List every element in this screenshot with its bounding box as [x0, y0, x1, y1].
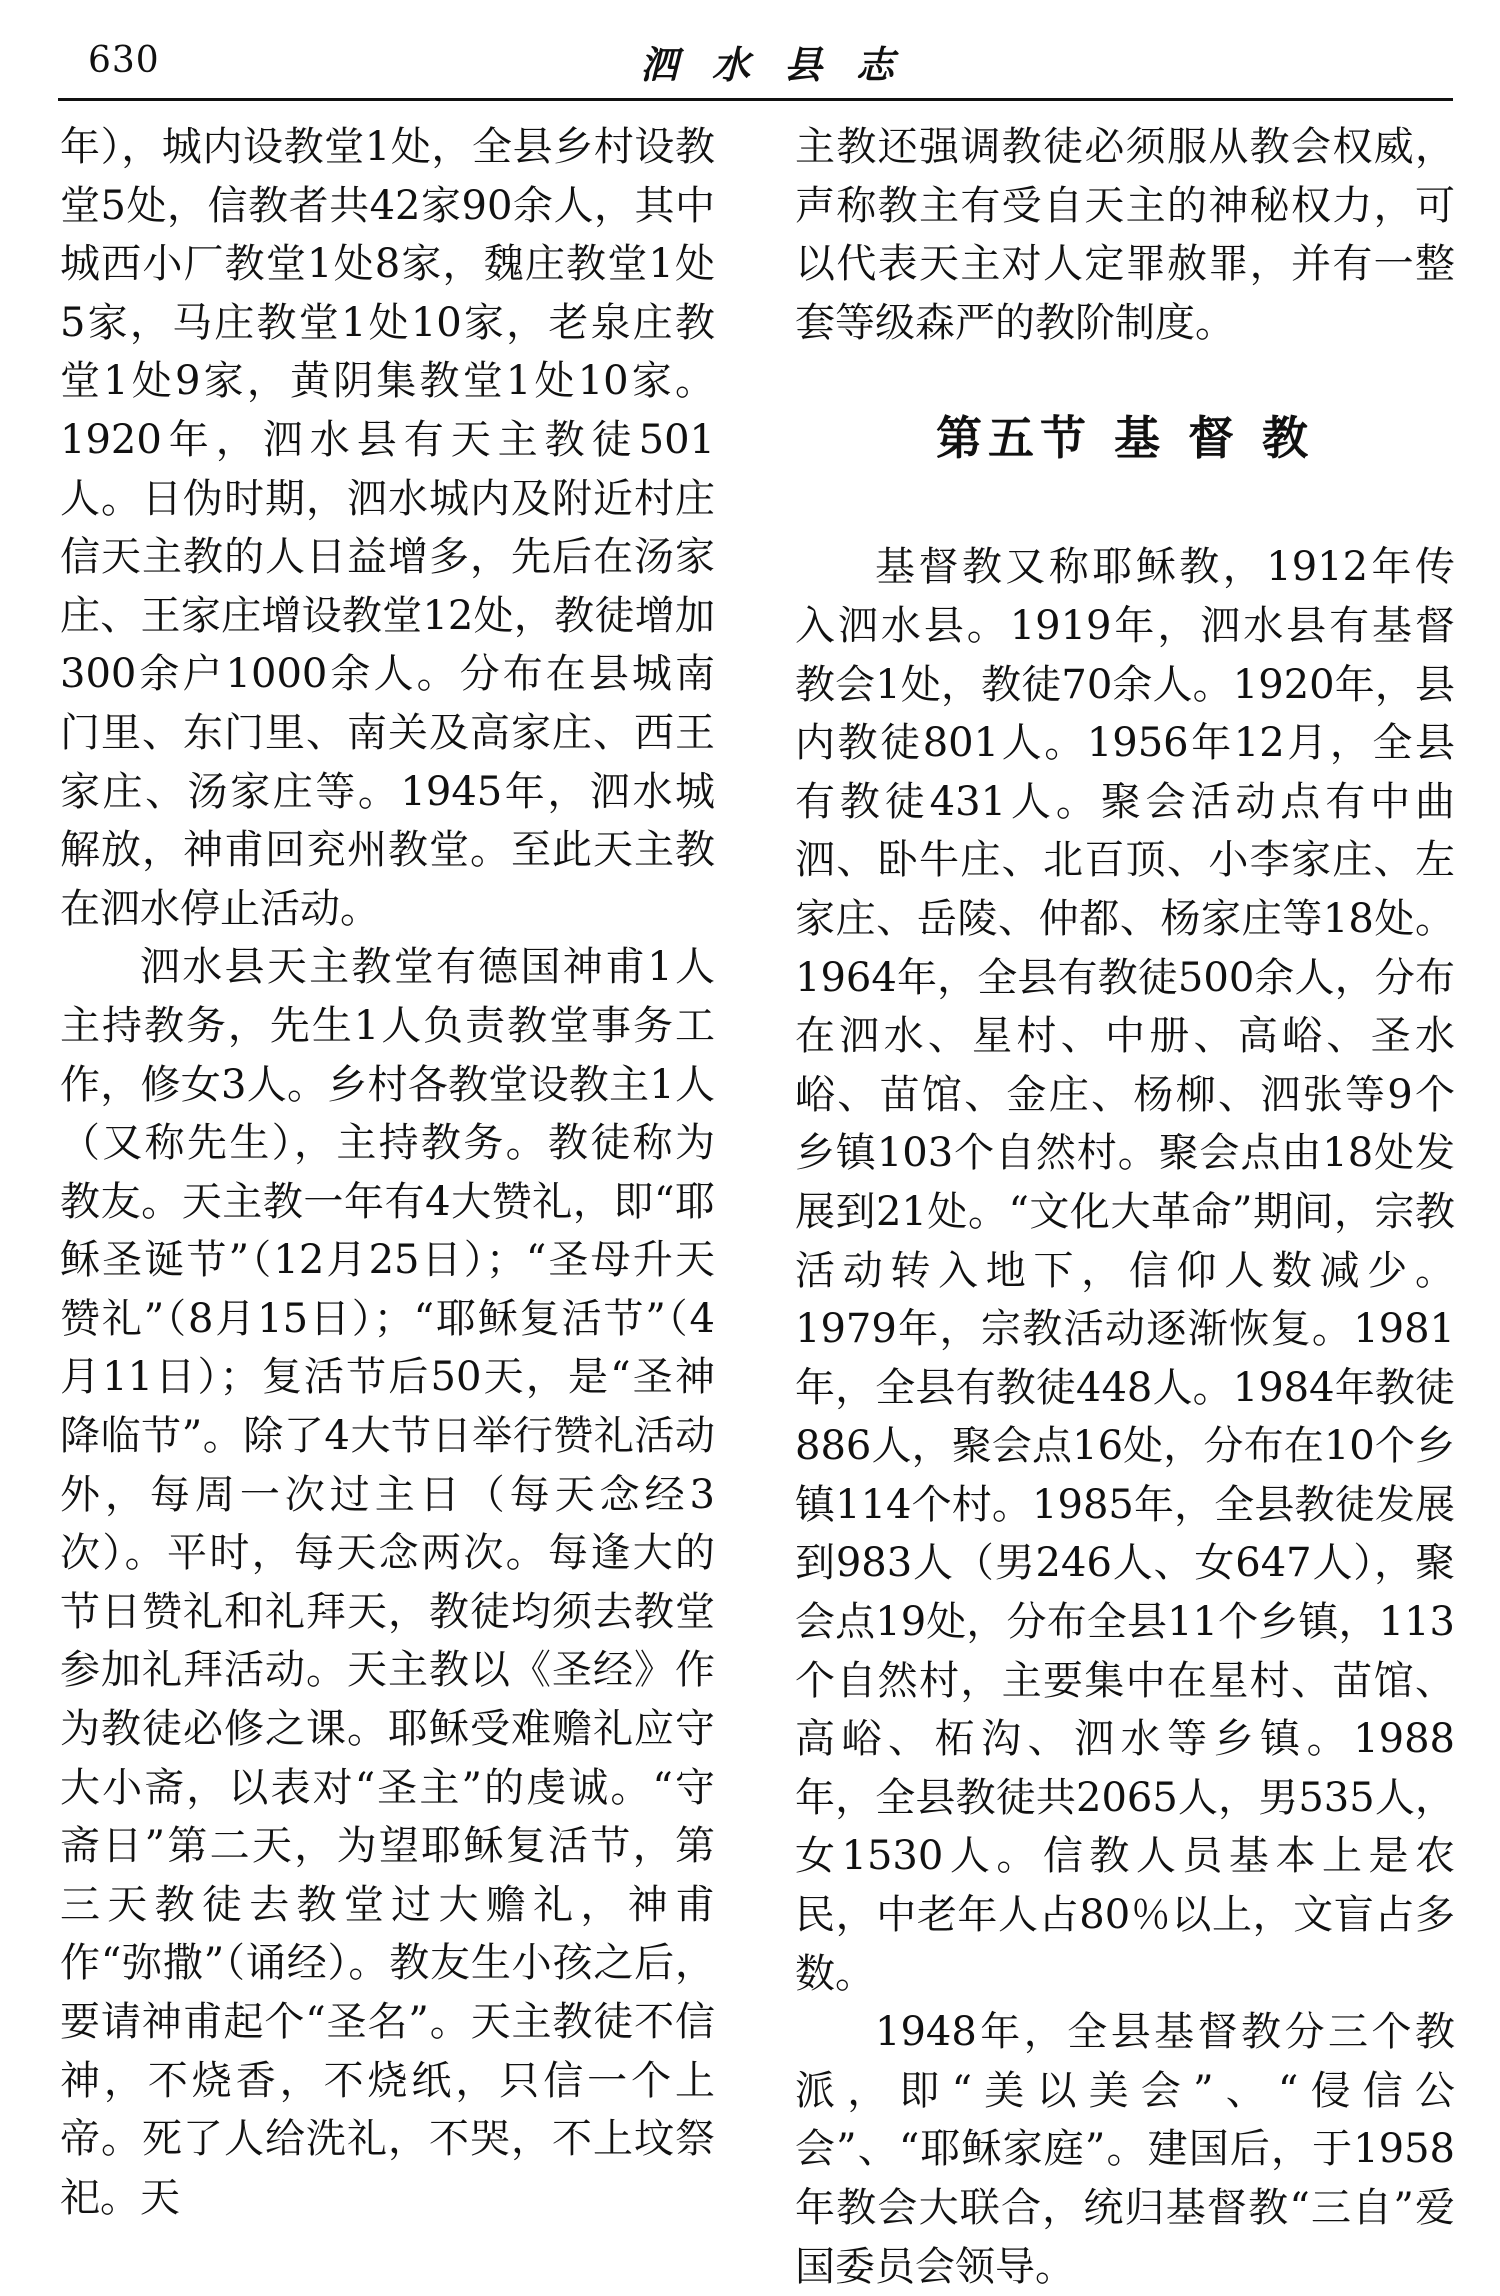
- paragraph-catholic-practices: 泗水县天主教堂有德国神甫1人主持教务，先生1人负责教堂事务工作，修女3人。乡村各教堂设教主1人（又称先生），主持教务。教徒称为教友。天主教一年有4大赞礼，即“耶稣圣诞节”（12月25日）；“圣母升天赞礼”（8月15日）；“耶稣复活节”（4月11日）；复活节后50天，是“圣神降临节”。除了4大节日举行赞礼活动外，每周一次过主日（每天念经3次）。平时，每天念两次。每逢大的节日赞礼和礼拜天，教徒均须去教堂参加礼拜活动。天主教以《圣经》作为教徒必修之课。耶稣受难赡礼应守大小斋，以表对“圣主”的虔诚。“守斋日”第二天，为望耶稣复活节，第三天教徒去教堂过大赡礼，神甫作“弥撒”（诵经）。教友生小孩之后，要请神甫起个“圣名”。天主教徒不信神，不烧香，不烧纸，只信一个上帝。死了人给洗礼，不哭，不上坟祭祀。天: [60, 944, 715, 2221]
- paragraph-catholic-hierarchy: 主教还强调教徒必须服从教会权威，声称教主有受自天主的神秘权力，可以代表天主对人定罪赦罪，并有一整套等级森严的教阶制度。: [795, 124, 1455, 346]
- right-column: [795, 118, 1455, 2296]
- header-divider: [58, 98, 1453, 101]
- paragraph-christianity-history: 基督教又称耶稣教，1912年传入泗水县。1919年，泗水县有基督教会1处，教徒70余人。1920年，县内教徒801人。1956年12月，全县有教徒431人。聚会活动点有中曲泗、卧牛庄、北百顶、小李家庄、左家庄、岳陵、仲都、杨家庄等18处。1964年，全县有教徒500余人，分布在泗水、星村、中册、高峪、圣水峪、苗馆、金庄、杨柳、泗张等9个乡镇103个自然村。聚会点由18处发展到21处。“文化大革命”期间，宗教活动转入地下，信仰人数减少。1979年，宗教活动逐渐恢复。1981年，全县有教徒448人。1984年教徒886人，聚会点16处，分布在10个乡镇114个村。1985年，全县教徒发展到983人（男246人、女647人），聚会点19处，分布全县11个乡镇，113个自然村，主要集中在星村、苗馆、高峪、柘沟、泗水等乡镇。1988年，全县教徒共2065人，男535人，女1530人。信教人员基本上是农民，中老年人占80％以上，文盲占多数。: [795, 544, 1455, 1997]
- paragraph-christianity-denominations: 1948年，全县基督教分三个教派，即“美以美会”、“侵信公会”、“耶稣家庭”。建国后，于1958年教会大联合，统归基督教“三自”爱国委员会领导。: [795, 2009, 1455, 2290]
- running-title: 泗水县志: [640, 42, 929, 87]
- paragraph-catholic-churches: 年），城内设教堂1处，全县乡村设教堂5处，信教者共42家90余人，其中城西小厂教堂1处8家，魏庄教堂1处5家，马庄教堂1处10家，老泉庄教堂1处9家，黄阴集教堂1处10家。1920年，泗水县有天主教徒501人。日伪时期，泗水城内及附近村庄信天主教的人日益增多，先后在汤家庄、王家庄增设教堂12处，教徒增加300余户1000余人。分布在县城南门里、东门里、南关及高家庄、西王家庄、汤家庄等。1945年，泗水城解放，神甫回兖州教堂。至此天主教在泗水停止活动。: [60, 124, 715, 932]
- page-number: 630: [88, 40, 160, 81]
- left-column: [60, 118, 715, 2227]
- section-heading: 第五节 基 督 教: [935, 411, 1315, 466]
